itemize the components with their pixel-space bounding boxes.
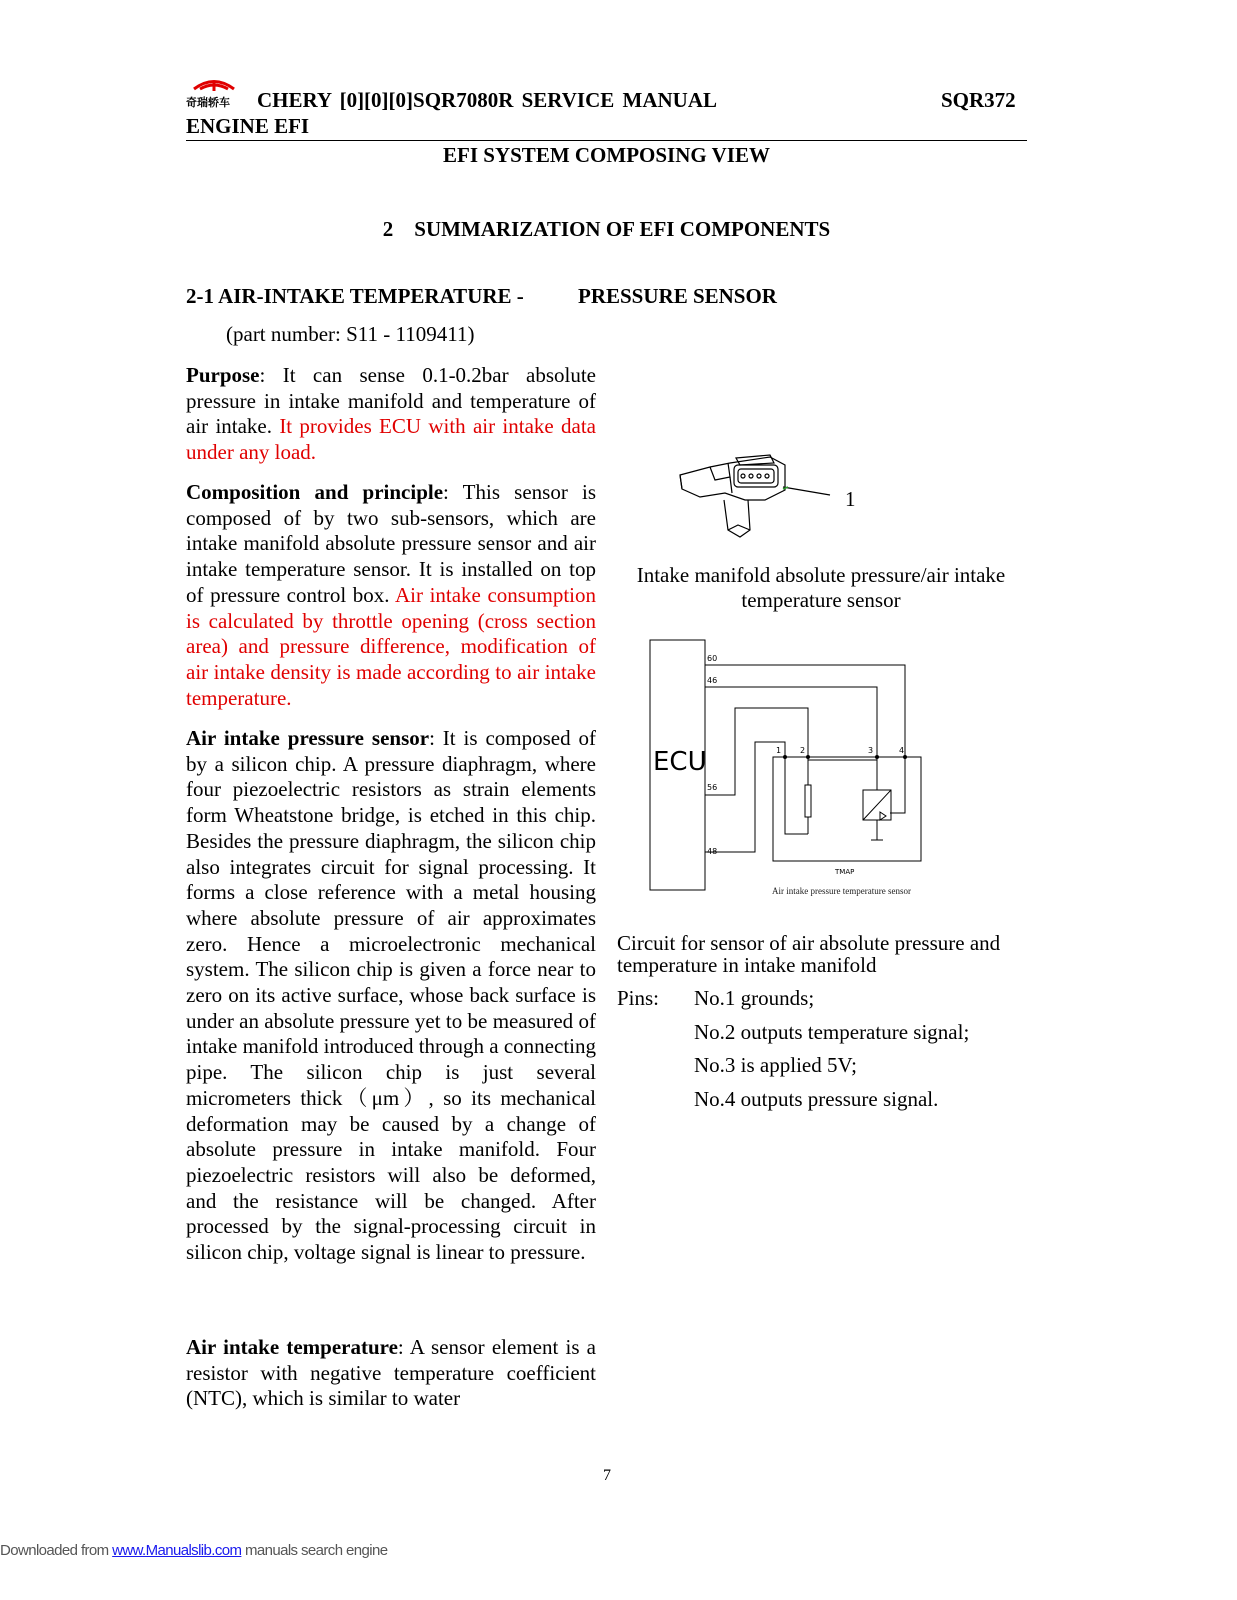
composition-text: : This sensor is composed of by two sub-sensors, which are intake manifold absolute pressure sensor and air intake temperature sensor. It is installed on top of pressure control box. [186, 480, 596, 607]
header-rule [186, 140, 1027, 141]
sensor-callout: 1 [845, 487, 856, 511]
temperature-paragraph [186, 1335, 596, 1412]
pin-item-2: No.2 outputs temperature signal; [694, 1020, 970, 1044]
pin-item-1: No.1 grounds; [694, 986, 815, 1010]
pins-label: Pins: [617, 986, 660, 1010]
section-name: ENGINE EFI [186, 114, 310, 138]
temperature-text: : A sensor element is a resistor with negative temperature coefficient (NTC), which is similar to water [186, 1335, 597, 1411]
tmap-label: TMAP [835, 868, 855, 876]
pin-56: 56 [707, 783, 718, 792]
purpose-label: Purpose [186, 363, 260, 387]
sensor-caption: Intake manifold absolute pressure/air intake temperature sensor [636, 563, 1006, 612]
composition-label: Composition and principle [186, 480, 444, 504]
page-number: 7 [603, 1467, 611, 1484]
pin-item-4: No.4 outputs pressure signal. [694, 1087, 939, 1111]
purpose-paragraph [186, 363, 596, 466]
logo-text: 奇瑞轿车 [186, 96, 230, 109]
sensor-pin-4: 4 [899, 746, 905, 755]
chapter-title: 2 SUMMARIZATION OF EFI COMPONENTS [382, 217, 831, 241]
manual-title: CHERY [0][0][0]SQR7080R SERVICE MANUAL [257, 88, 717, 112]
download-footer [0, 1542, 387, 1559]
tmap-box [773, 757, 921, 861]
section-title-b: PRESSURE SENSOR [578, 284, 777, 308]
circuit-caption: Circuit for sensor of air absolute pressure and temperature in intake manifold [617, 931, 1001, 977]
section-title-a: 2-1 AIR-INTAKE TEMPERATURE - [186, 284, 524, 308]
tmap-description: Air intake pressure temperature sensor [772, 886, 911, 896]
purpose-highlight: It provides ECU with air intake data under any load. [186, 414, 596, 465]
temperature-label: Air intake temperature [186, 1335, 398, 1359]
pin-46: 46 [707, 676, 718, 685]
pressure-sensor-label: Air intake pressure sensor [186, 726, 430, 750]
footer-suffix: manuals search engine [241, 1542, 388, 1559]
sensor-pin-1: 1 [776, 746, 782, 755]
pressure-sensor-text: : It is composed of by a silicon chip. A pressure diaphragm, where four piezoelectric resistors as strain elements form Wheatstone bridge, is etched in this chip. Besides the pressure diaphragm, the silicon chip also integrates circuit for signal processing. It forms a close reference with a metal housing where absolute pressure of air approximates zero. Hence a microelectronic mechanical system. The silicon chip is given a force near to zero on its active surface, whose back surface is under an absolute pressure yet to be measured of intake manifold introduced through a connecting pipe. The silicon chip is just several micrometers thick（μm）, so its mechanical deformation may be caused by a change of absolute pressure in intake manifold. Four piezoelectric resistors will also be deformed, and the resistance will be changed. After processed by the signal-processing circuit in silicon chip, voltage signal is linear to pressure. [186, 726, 596, 1265]
manualslib-link[interactable]: www.Manualslib.com [112, 1542, 242, 1559]
model-code: SQR372 [941, 88, 1016, 112]
footer-prefix: Downloaded from [0, 1542, 113, 1559]
composition-highlight: Air intake consumption is calculated by throttle opening (cross section area) and pressure difference, modification of air intake density is made according to air intake temperature. [186, 582, 596, 710]
sensor-pin-3: 3 [868, 746, 874, 755]
chery-logo [186, 78, 242, 108]
sensor-figure [670, 445, 870, 570]
circuit-diagram [640, 630, 940, 915]
composition-paragraph [186, 480, 596, 711]
pin-60: 60 [707, 654, 718, 663]
ntc-resistor [805, 785, 811, 817]
pin-item-3: No.3 is applied 5V; [694, 1053, 857, 1077]
purpose-text: : It can sense 0.1-0.2bar absolute pressure in intake manifold and temperature of air intake. [186, 363, 596, 439]
ecu-label: ECU [653, 747, 707, 777]
pin-48: 48 [707, 847, 718, 856]
page-title: EFI SYSTEM COMPOSING VIEW [443, 143, 770, 167]
pressure-sensor-paragraph [186, 726, 596, 1266]
part-number: (part number: S11 - 1109411) [226, 322, 475, 346]
sensor-pin-2: 2 [800, 746, 806, 755]
